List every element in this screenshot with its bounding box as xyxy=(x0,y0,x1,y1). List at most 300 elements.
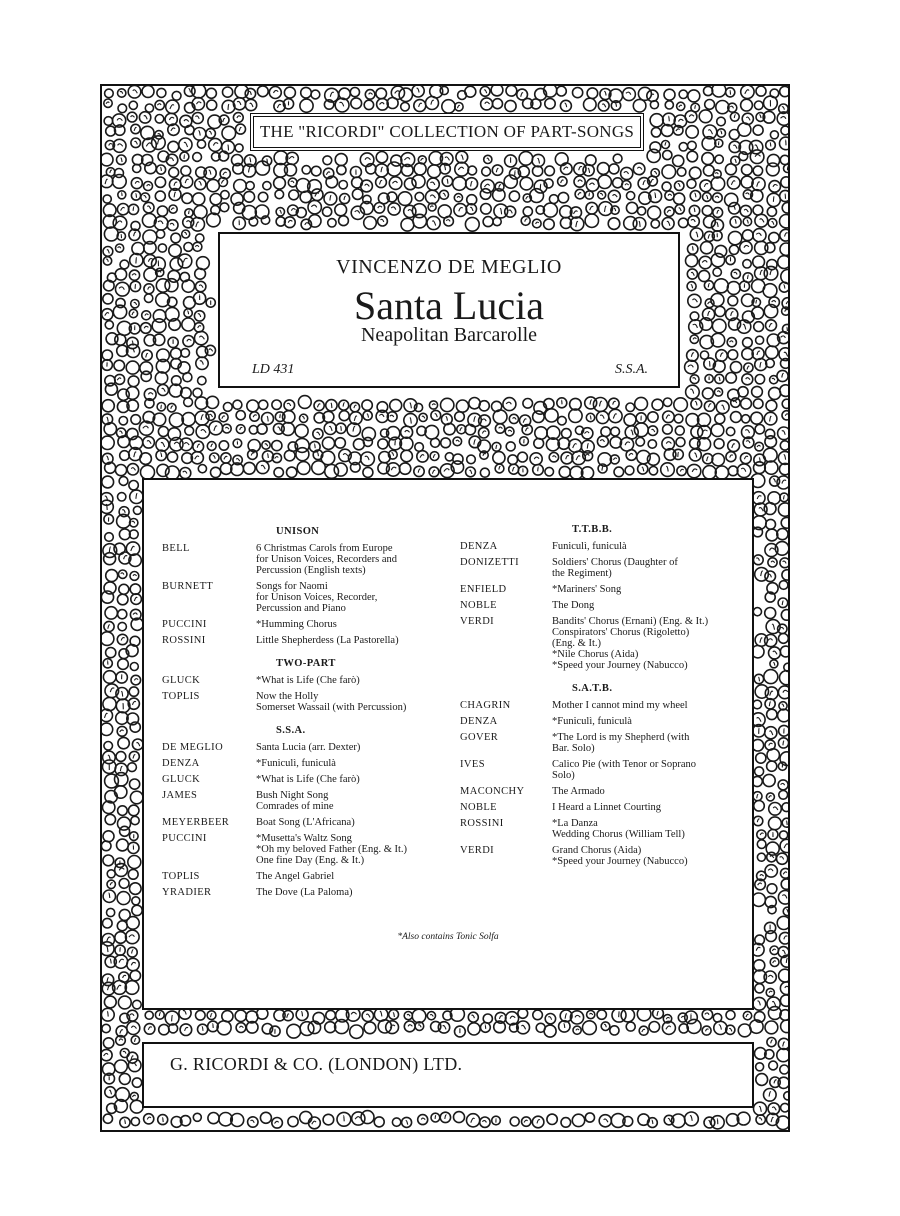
pattern-bubble xyxy=(206,129,216,139)
work-title: Comrades of mine xyxy=(256,801,334,812)
pattern-swirl xyxy=(280,414,281,418)
pattern-bubble xyxy=(717,117,726,126)
pattern-bubble xyxy=(754,322,764,332)
pattern-bubble xyxy=(180,438,193,451)
pattern-bubble xyxy=(404,178,416,190)
pattern-swirl xyxy=(213,1024,214,1028)
pattern-bubble xyxy=(193,153,202,162)
entry-works xyxy=(256,790,442,812)
pattern-swirl xyxy=(121,193,122,196)
pattern-swirl xyxy=(770,691,773,696)
pattern-swirl xyxy=(691,272,694,275)
pattern-bubble xyxy=(104,996,116,1008)
pattern-bubble xyxy=(130,663,138,671)
pattern-swirl xyxy=(717,210,719,213)
pattern-bubble xyxy=(404,1021,415,1032)
pattern-swirl xyxy=(185,1027,189,1030)
pattern-swirl xyxy=(199,336,204,339)
pattern-bubble xyxy=(767,749,779,761)
pattern-bubble xyxy=(782,570,788,580)
pattern-bubble xyxy=(300,191,311,202)
work-title: The Armado xyxy=(552,786,605,797)
pattern-bubble xyxy=(309,1117,321,1129)
pattern-bubble xyxy=(481,98,493,110)
pattern-bubble xyxy=(222,424,231,433)
pattern-bubble xyxy=(755,375,764,384)
pattern-bubble xyxy=(133,506,141,514)
pattern-swirl xyxy=(757,351,760,355)
pattern-swirl xyxy=(354,416,357,421)
pattern-bubble xyxy=(702,1009,712,1019)
pattern-bubble xyxy=(287,1024,301,1038)
pattern-swirl xyxy=(772,222,774,225)
pattern-swirl xyxy=(251,1120,255,1123)
pattern-swirl xyxy=(695,401,697,405)
pattern-swirl xyxy=(378,206,382,208)
pattern-swirl xyxy=(147,441,151,444)
pattern-bubble xyxy=(784,1092,788,1100)
pattern-swirl xyxy=(613,195,618,198)
pattern-swirl xyxy=(209,170,211,174)
pattern-swirl xyxy=(410,403,412,408)
pattern-bubble xyxy=(725,164,736,175)
pattern-bubble xyxy=(401,218,414,231)
pattern-swirl xyxy=(405,430,410,432)
pattern-bubble xyxy=(593,398,607,412)
pattern-swirl xyxy=(747,220,748,223)
pattern-bubble xyxy=(766,931,777,942)
entry-works xyxy=(256,635,442,646)
pattern-bubble xyxy=(572,1114,584,1126)
pattern-bubble xyxy=(545,98,555,108)
pattern-swirl xyxy=(132,1063,137,1066)
pattern-bubble xyxy=(505,100,516,111)
pattern-bubble xyxy=(519,152,533,166)
pattern-bubble xyxy=(715,414,725,424)
pattern-bubble xyxy=(532,154,544,166)
pattern-swirl xyxy=(619,1012,620,1018)
pattern-bubble xyxy=(648,412,658,422)
pattern-bubble xyxy=(780,441,788,450)
pattern-swirl xyxy=(147,1117,151,1119)
pattern-swirl xyxy=(786,909,788,912)
catalog-entry xyxy=(460,802,744,813)
pattern-bubble xyxy=(132,1078,141,1087)
pattern-swirl xyxy=(117,985,121,989)
pattern-swirl xyxy=(131,962,136,965)
pattern-bubble xyxy=(118,493,126,501)
pattern-swirl xyxy=(287,1014,289,1018)
pattern-swirl xyxy=(484,184,489,187)
pattern-swirl xyxy=(642,467,644,471)
pattern-swirl xyxy=(515,171,516,175)
work-title: *What is Life (Che farò) xyxy=(256,675,360,686)
pattern-bubble xyxy=(401,426,413,438)
pattern-swirl xyxy=(132,312,134,315)
pattern-bubble xyxy=(716,350,728,362)
pattern-bubble xyxy=(626,450,637,461)
pattern-bubble xyxy=(337,165,346,174)
section-heading: S.A.T.B. xyxy=(572,683,613,694)
pattern-bubble xyxy=(520,177,533,190)
pattern-bubble xyxy=(754,960,765,971)
pattern-bubble xyxy=(182,280,194,292)
pattern-swirl xyxy=(253,415,256,417)
pattern-bubble xyxy=(107,880,115,888)
pattern-bubble xyxy=(493,452,505,464)
pattern-bubble xyxy=(763,284,777,298)
pattern-swirl xyxy=(432,221,435,226)
pattern-bubble xyxy=(714,439,724,449)
pattern-bubble xyxy=(361,1111,374,1124)
pattern-bubble xyxy=(728,296,738,306)
pattern-bubble xyxy=(115,786,127,798)
pattern-swirl xyxy=(380,180,383,184)
pattern-swirl xyxy=(759,115,761,118)
pattern-swirl xyxy=(343,403,345,407)
entry-works xyxy=(256,871,442,882)
pattern-swirl xyxy=(666,1017,669,1019)
pattern-bubble xyxy=(117,726,127,736)
pattern-swirl xyxy=(160,167,161,171)
pattern-swirl xyxy=(340,102,344,106)
pattern-bubble xyxy=(170,258,183,271)
pattern-bubble xyxy=(688,294,701,307)
pattern-bubble xyxy=(753,399,763,409)
entry-composer: JAMES xyxy=(162,790,198,801)
pattern-bubble xyxy=(120,260,129,269)
entry-composer: GOVER xyxy=(460,732,499,743)
pattern-swirl xyxy=(123,975,126,978)
pattern-bubble xyxy=(712,319,726,333)
pattern-swirl xyxy=(734,272,737,274)
pattern-bubble xyxy=(269,87,281,99)
pattern-bubble xyxy=(126,930,140,944)
pattern-swirl xyxy=(613,401,616,404)
pattern-bubble xyxy=(105,321,113,329)
pattern-swirl xyxy=(197,102,202,104)
pattern-swirl xyxy=(187,221,191,223)
entry-works xyxy=(552,845,744,867)
pattern-bubble xyxy=(364,217,377,230)
pattern-bubble xyxy=(778,427,788,440)
pattern-swirl xyxy=(289,157,294,159)
pattern-swirl xyxy=(161,405,162,409)
pattern-swirl xyxy=(786,301,788,304)
pattern-swirl xyxy=(780,627,784,629)
pattern-bubble xyxy=(613,154,622,163)
pattern-swirl xyxy=(170,105,174,109)
pattern-bubble xyxy=(779,790,788,799)
pattern-bubble xyxy=(518,452,528,462)
pattern-bubble xyxy=(196,357,208,369)
pattern-bubble xyxy=(764,670,778,684)
pattern-bubble xyxy=(115,1060,128,1073)
pattern-bubble xyxy=(586,202,598,214)
pattern-bubble xyxy=(583,1021,597,1035)
pattern-bubble xyxy=(756,1115,765,1124)
pattern-bubble xyxy=(260,1112,271,1123)
pattern-swirl xyxy=(198,314,201,317)
pattern-bubble xyxy=(715,306,725,316)
pattern-bubble xyxy=(169,244,181,256)
pattern-bubble xyxy=(427,216,440,229)
pattern-bubble xyxy=(127,1022,140,1035)
pattern-swirl xyxy=(301,1012,302,1017)
pattern-bubble xyxy=(133,1000,142,1009)
pattern-bubble xyxy=(132,243,144,255)
pattern-bubble xyxy=(388,203,400,215)
section-heading: UNISON xyxy=(276,526,320,537)
pattern-swirl xyxy=(236,459,239,462)
catalog-number: LD 431 xyxy=(252,362,295,377)
pattern-bubble xyxy=(651,220,659,228)
pattern-bubble xyxy=(128,1059,141,1072)
pattern-bubble xyxy=(128,856,141,869)
pattern-swirl xyxy=(783,1042,785,1047)
pattern-swirl xyxy=(106,504,107,510)
pattern-bubble xyxy=(102,400,114,412)
pattern-bubble xyxy=(545,467,554,476)
entry-composer: BURNETT xyxy=(162,581,214,592)
pattern-bubble xyxy=(770,946,779,955)
pattern-swirl xyxy=(199,182,202,186)
catalog-entry xyxy=(460,600,744,611)
pattern-bubble xyxy=(256,461,269,474)
pattern-bubble xyxy=(755,442,764,451)
pattern-swirl xyxy=(278,427,281,431)
pattern-swirl xyxy=(317,432,320,435)
pattern-bubble xyxy=(545,166,555,176)
pattern-swirl xyxy=(275,457,279,459)
pattern-bubble xyxy=(701,242,713,254)
pattern-bubble xyxy=(198,376,206,384)
pattern-bubble xyxy=(750,150,764,164)
pattern-bubble xyxy=(614,467,624,477)
pattern-bubble xyxy=(209,421,223,435)
pattern-swirl xyxy=(499,427,503,429)
pattern-swirl xyxy=(287,403,291,406)
section-gap xyxy=(460,676,744,683)
pattern-bubble xyxy=(132,905,142,915)
pattern-bubble xyxy=(778,780,788,790)
pattern-swirl xyxy=(107,661,108,665)
work-title: Now the Holly xyxy=(256,691,319,702)
pattern-swirl xyxy=(222,416,225,419)
work-title: 6 Christmas Carols from Europe for Unison Voices, Recorders and Percussion (English texts) xyxy=(256,543,398,576)
pattern-swirl xyxy=(757,445,760,447)
pattern-swirl xyxy=(565,1014,567,1019)
pattern-swirl xyxy=(381,219,384,222)
pattern-bubble xyxy=(193,441,204,452)
work-title: Mother I cannot mind my wheel xyxy=(552,700,688,711)
entry-composer: MACONCHY xyxy=(460,786,525,797)
pattern-bubble xyxy=(562,429,572,439)
pattern-swirl xyxy=(291,181,294,183)
pattern-swirl xyxy=(107,250,109,254)
pattern-bubble xyxy=(323,156,332,165)
pattern-bubble xyxy=(323,207,332,216)
pattern-swirl xyxy=(629,453,633,455)
pattern-bubble xyxy=(780,86,788,96)
pattern-bubble xyxy=(763,774,775,786)
pattern-bubble xyxy=(263,182,271,190)
pattern-bubble xyxy=(673,155,684,166)
pattern-bubble xyxy=(243,462,255,474)
pattern-bubble xyxy=(350,88,359,97)
pattern-swirl xyxy=(134,597,137,601)
pattern-swirl xyxy=(666,415,670,419)
pattern-bubble xyxy=(753,997,766,1010)
pattern-swirl xyxy=(267,416,268,421)
pattern-bubble xyxy=(361,452,375,466)
pattern-bubble xyxy=(104,742,113,751)
pattern-bubble xyxy=(115,334,126,345)
pattern-swirl xyxy=(735,159,737,163)
pattern-bubble xyxy=(102,723,113,735)
pattern-swirl xyxy=(730,455,733,458)
pattern-bubble xyxy=(765,436,777,448)
song-subtitle: Neapolitan Barcarolle xyxy=(360,324,538,346)
pattern-bubble xyxy=(193,242,202,251)
pattern-bubble xyxy=(608,218,620,230)
title-box xyxy=(218,232,680,388)
pattern-bubble xyxy=(429,467,439,477)
pattern-swirl xyxy=(183,471,187,473)
pattern-swirl xyxy=(553,456,557,458)
pattern-swirl xyxy=(782,895,787,899)
pattern-bubble xyxy=(311,166,321,176)
pattern-bubble xyxy=(639,1026,648,1035)
pattern-bubble xyxy=(549,453,558,462)
pattern-bubble xyxy=(130,970,140,980)
pattern-bubble xyxy=(663,425,673,435)
pattern-bubble xyxy=(339,216,349,226)
pattern-swirl xyxy=(443,1026,446,1030)
pattern-swirl xyxy=(317,453,318,457)
pattern-swirl xyxy=(158,271,161,272)
pattern-swirl xyxy=(365,456,369,460)
pattern-swirl xyxy=(109,1090,111,1094)
pattern-swirl xyxy=(786,958,787,963)
pattern-bubble xyxy=(768,1007,781,1020)
series-title-box xyxy=(253,116,641,148)
pattern-swirl xyxy=(104,1053,108,1055)
pattern-bubble xyxy=(702,1026,711,1035)
pattern-swirl xyxy=(395,440,396,445)
pattern-swirl xyxy=(329,426,332,431)
pattern-bubble xyxy=(117,839,129,851)
pattern-swirl xyxy=(513,467,515,471)
pattern-bubble xyxy=(131,300,139,308)
pattern-bubble xyxy=(768,558,777,567)
pattern-bubble xyxy=(491,86,503,96)
pattern-bubble xyxy=(753,608,761,616)
pattern-swirl xyxy=(522,1025,526,1029)
pattern-swirl xyxy=(759,1106,761,1111)
pattern-swirl xyxy=(391,467,396,470)
pattern-bubble xyxy=(274,468,283,477)
pattern-bubble xyxy=(686,385,700,399)
pattern-swirl xyxy=(214,426,217,431)
pattern-swirl xyxy=(734,115,735,118)
pattern-bubble xyxy=(561,1118,571,1128)
pattern-bubble xyxy=(454,204,467,217)
pattern-bubble xyxy=(352,1112,365,1125)
pattern-bubble xyxy=(743,338,753,348)
pattern-bubble xyxy=(335,98,349,112)
pattern-swirl xyxy=(785,140,786,145)
pattern-bubble xyxy=(753,166,762,175)
pattern-bubble xyxy=(601,427,611,437)
pattern-bubble xyxy=(130,584,140,594)
pattern-bubble xyxy=(705,100,715,110)
pattern-bubble xyxy=(677,168,686,177)
pattern-bubble xyxy=(742,164,753,175)
pattern-bubble xyxy=(245,88,255,98)
pattern-bubble xyxy=(687,464,700,477)
pattern-bubble xyxy=(223,87,233,97)
work-title: Soldiers' Chorus (Daughter of the Regiment) xyxy=(552,557,678,579)
pattern-swirl xyxy=(523,419,526,423)
pattern-swirl xyxy=(122,510,125,513)
pattern-swirl xyxy=(768,869,773,871)
pattern-bubble xyxy=(129,270,139,280)
pattern-bubble xyxy=(206,88,216,98)
pattern-bubble xyxy=(648,440,656,448)
pattern-swirl xyxy=(430,182,434,185)
pattern-bubble xyxy=(301,87,312,98)
pattern-swirl xyxy=(782,480,786,484)
pattern-bubble xyxy=(598,191,606,199)
pattern-swirl xyxy=(536,222,539,224)
pattern-bubble xyxy=(675,205,684,214)
pattern-bubble xyxy=(699,270,710,281)
pattern-bubble xyxy=(685,360,698,373)
pattern-bubble xyxy=(780,831,788,839)
pattern-bubble xyxy=(689,449,701,461)
pattern-swirl xyxy=(774,1080,777,1084)
pattern-bubble xyxy=(103,1038,113,1048)
pattern-bubble xyxy=(596,411,608,423)
pattern-bubble xyxy=(324,422,336,434)
pattern-bubble xyxy=(691,426,703,438)
pattern-swirl xyxy=(353,426,355,431)
pattern-bubble xyxy=(714,279,728,293)
pattern-swirl xyxy=(223,172,227,175)
catalog-entry xyxy=(162,790,442,812)
pattern-swirl xyxy=(110,883,113,886)
pattern-bubble xyxy=(128,805,139,816)
pattern-bubble xyxy=(378,439,388,449)
pattern-swirl xyxy=(566,456,569,460)
pattern-swirl xyxy=(482,1121,486,1123)
pattern-bubble xyxy=(765,635,777,647)
pattern-bubble xyxy=(104,227,118,241)
pattern-bubble xyxy=(142,86,154,97)
pattern-swirl xyxy=(174,182,177,186)
pattern-bubble xyxy=(444,216,454,226)
pattern-bubble xyxy=(780,995,788,1006)
pattern-swirl xyxy=(237,101,241,105)
pattern-bubble xyxy=(702,206,712,216)
pattern-bubble xyxy=(468,1012,478,1022)
pattern-swirl xyxy=(693,338,696,340)
pattern-bubble xyxy=(690,228,703,241)
pattern-swirl xyxy=(773,961,776,963)
pattern-swirl xyxy=(110,170,112,173)
pattern-bubble xyxy=(102,1024,110,1032)
